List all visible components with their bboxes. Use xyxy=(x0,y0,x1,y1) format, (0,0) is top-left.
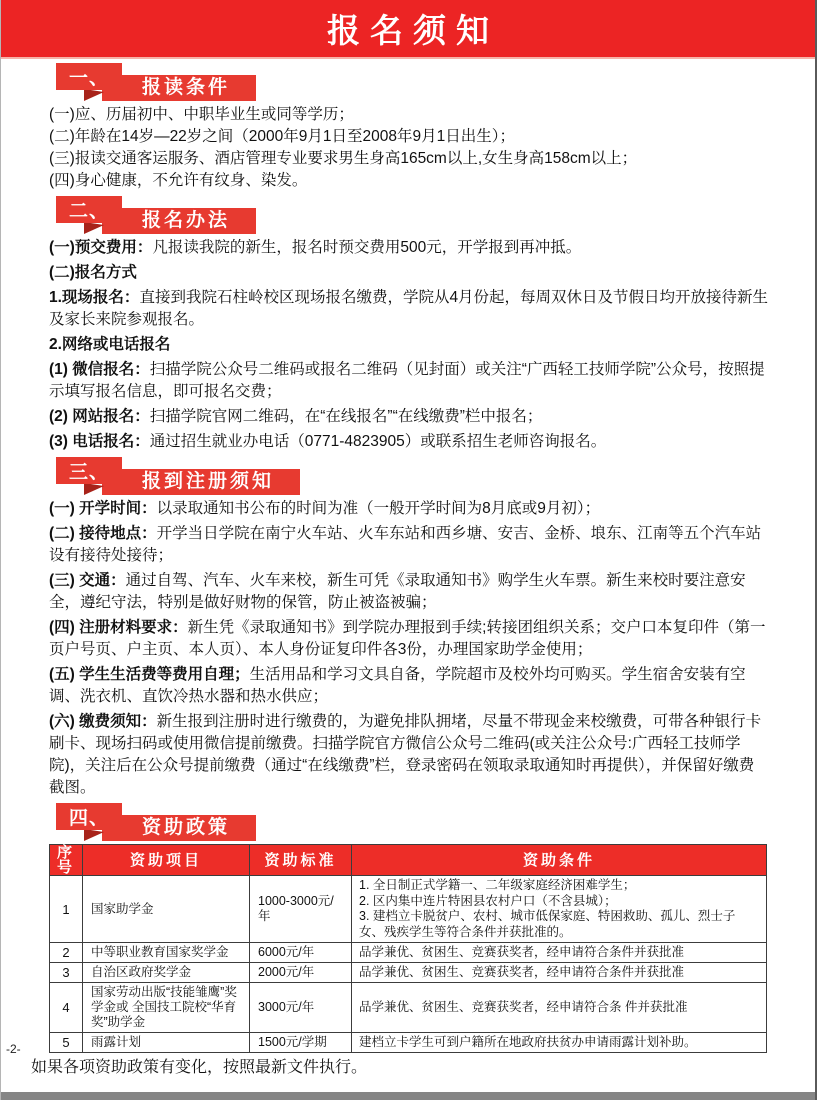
para-label: (一)预交费用： xyxy=(49,239,153,256)
para-text: 通过自驾、汽车、火车来校，新生可凭《录取通知书》购学生火车票。新生来校时要注意安全，遵纪守法，特别是做好财物的保管，防止被盗被骗； xyxy=(49,572,746,611)
cell-item: 中等职业教育国家奖学金 xyxy=(83,943,250,963)
cell-condition: 品学兼优、贫困生、竞赛获奖者，经申请符合条 件并获批准 xyxy=(352,983,767,1033)
section-badge-registration-methods xyxy=(56,196,815,234)
paragraph xyxy=(49,431,769,453)
paragraph xyxy=(49,523,769,567)
cell-condition: 品学兼优、贫困生、竞赛获奖者，经申请符合条件并获批准 xyxy=(352,963,767,983)
section-number: 四、 xyxy=(56,803,122,830)
table-row xyxy=(50,963,767,983)
footer-note: 如果各项资助政策有变化，按照最新文件执行。 xyxy=(31,1059,368,1076)
condition-line: 2. 区内集中连片特困县农村户口（不含县城）； xyxy=(359,893,617,908)
line-text: (一)应、历届初中、中职毕业生或同等学历； xyxy=(49,106,354,123)
body-line xyxy=(49,170,769,192)
section-title: 报名办法 xyxy=(102,208,256,234)
section-badge-enroll-conditions xyxy=(56,63,815,101)
para-label: (1) 微信报名： xyxy=(49,361,150,378)
para-text: 新生凭《录取通知书》到学院办理报到手续;转接团组织关系；交户口本复印件（第一页户号页、户主页、本人页）、本人身份证复印件各3份，办理国家助学金使用； xyxy=(49,619,766,658)
paragraph xyxy=(49,664,769,708)
paragraph xyxy=(49,711,769,799)
para-label: 2.网络或电话报名 xyxy=(49,336,171,353)
ribbon-fold-icon xyxy=(84,89,104,101)
section-enroll-conditions-body xyxy=(1,104,815,192)
condition-line: 3. 建档立卡脱贫户、农村、城市低保家庭、特困救助、孤儿、烈士子女、残疾学生等符合条件并获批准的。 xyxy=(359,909,736,939)
paragraph xyxy=(49,359,769,403)
cell-no: 3 xyxy=(50,963,83,983)
para-text: 通过招生就业办电话（0771-4823905）或联系招生老师咨询报名。 xyxy=(149,433,607,450)
cell-standard: 6000元/年 xyxy=(250,943,352,963)
section-badge-checkin-notice xyxy=(56,457,815,495)
col-header-no: 序号 xyxy=(50,845,83,876)
col-header-standard: 资助标准 xyxy=(250,845,352,876)
para-label: (四) 注册材料要求： xyxy=(49,619,188,636)
cell-condition: 建档立卡学生可到户籍所在地政府扶贫办申请雨露计划补助。 xyxy=(352,1033,767,1053)
body-line xyxy=(49,126,769,148)
condition-line: 1. 全日制正式学籍一、二年级家庭经济困难学生； xyxy=(359,878,636,892)
cell-item: 雨露计划 xyxy=(83,1033,250,1053)
paragraph xyxy=(49,262,769,284)
table-header-row xyxy=(50,845,767,876)
para-text: 直接到我院石柱岭校区现场报名缴费，学院从4月份起，每周双休日及节假日均开放接待新生及家长来院参观报名。 xyxy=(49,289,769,328)
section-title: 资助政策 xyxy=(102,815,256,841)
para-label: (二)报名方式 xyxy=(49,264,137,281)
cell-no: 4 xyxy=(50,983,83,1033)
para-label: (二) 接待地点： xyxy=(49,525,157,542)
section-title: 报读条件 xyxy=(102,75,256,101)
line-text: (二)年龄在14岁—22岁之间（2000年9月1日至2008年9月1日出生）； xyxy=(49,128,516,145)
cell-condition xyxy=(352,876,767,943)
section-number: 一、 xyxy=(56,63,122,90)
ribbon-fold-icon xyxy=(84,829,104,841)
para-label: (2) 网站报名： xyxy=(49,408,150,425)
cell-item: 国家劳动出版“技能雏鹰”奖学金或 全国技工院校“华育奖”助学金 xyxy=(83,983,250,1033)
ribbon-fold-icon xyxy=(84,222,104,234)
section-registration-methods-body xyxy=(1,237,815,453)
page-number: -2- xyxy=(6,1042,21,1056)
ribbon-fold-icon xyxy=(84,483,104,495)
cell-no: 1 xyxy=(50,876,83,943)
section-title: 报到注册须知 xyxy=(102,469,300,495)
body-line xyxy=(49,148,769,170)
para-text: 新生报到注册时进行缴费的，为避免排队拥堵，尽量不带现金来校缴费，可带各种银行卡刷卡、现场扫码或使用微信提前缴费。扫描学院官方微信公众号二维码(或关注公众号:广西轻工技师学院)，关注后在公众号提前缴费（通过“在线缴费”栏，登录密码在领取录取通知时再提供），并保留好缴费截图。 xyxy=(49,713,762,796)
paragraph xyxy=(49,287,769,331)
paragraph xyxy=(49,617,769,661)
cell-item: 自治区政府奖学金 xyxy=(83,963,250,983)
para-text: 扫描学院官网二维码，在“在线报名”“在线缴费”栏中报名； xyxy=(149,408,543,425)
para-text: 扫描学院公众号二维码或报名二维码（见封面）或关注“广西轻工技师学院”公众号，按照提示填写报名信息，即可报名交费； xyxy=(49,361,765,400)
para-label: 1.现场报名： xyxy=(49,289,140,306)
col-header-condition: 资助条件 xyxy=(352,845,767,876)
cell-item: 国家助学金 xyxy=(83,876,250,943)
paragraph xyxy=(49,237,769,259)
line-text: (三)报读交通客运服务、酒店管理专业要求男生身高165cm以上,女生身高158cm以上； xyxy=(49,150,638,167)
table-row xyxy=(50,943,767,963)
table-row xyxy=(50,983,767,1033)
paragraph xyxy=(49,498,769,520)
para-text: 凡报读我院的新生，报名时预交费用500元，开学报到再冲抵。 xyxy=(152,239,582,256)
para-label: (3) 电话报名： xyxy=(49,433,150,450)
table-row xyxy=(50,876,767,943)
page-title: 报名须知 xyxy=(327,12,499,49)
section-badge-aid-policy xyxy=(56,803,815,841)
para-text: 以录取通知书公布的时间为准（一般开学时间为8月底或9月初）； xyxy=(156,500,601,517)
section-checkin-notice-body xyxy=(1,498,815,799)
cell-no: 5 xyxy=(50,1033,83,1053)
para-label: (三) 交通： xyxy=(49,572,126,589)
cell-no: 2 xyxy=(50,943,83,963)
paragraph xyxy=(49,334,769,356)
cell-standard: 1000-3000元/年 xyxy=(250,876,352,943)
para-label: (五) 学生生活费等费用自理； xyxy=(49,666,250,683)
para-label: (一) 开学时间： xyxy=(49,500,157,517)
col-header-item: 资助项目 xyxy=(83,845,250,876)
paragraph xyxy=(49,406,769,428)
para-text: 开学当日学院在南宁火车站、火车东站和西乡塘、安吉、金桥、埌东、江南等五个汽车站设有接待处接待； xyxy=(49,525,762,564)
page-bottom-edge xyxy=(1,1092,815,1100)
section-number: 二、 xyxy=(56,196,122,223)
table-row xyxy=(50,1033,767,1053)
para-label: (六) 缴费须知： xyxy=(49,713,157,730)
top-banner xyxy=(1,0,815,59)
para-text: 生活用品和学习文具自备，学院超市及校外均可购买。学生宿舍安装有空调、洗衣机、直饮冷热水器和热水供应； xyxy=(49,666,746,705)
cell-standard: 3000元/年 xyxy=(250,983,352,1033)
cell-standard: 1500元/学期 xyxy=(250,1033,352,1053)
cell-condition: 品学兼优、贫困生、竞赛获奖者，经申请符合条件并获批准 xyxy=(352,943,767,963)
aid-policy-table xyxy=(49,844,767,1053)
line-text: (四)身心健康，不允许有纹身、染发。 xyxy=(49,172,308,189)
paragraph xyxy=(49,570,769,614)
body-line xyxy=(49,104,769,126)
cell-standard: 2000元/年 xyxy=(250,963,352,983)
section-number: 三、 xyxy=(56,457,122,484)
